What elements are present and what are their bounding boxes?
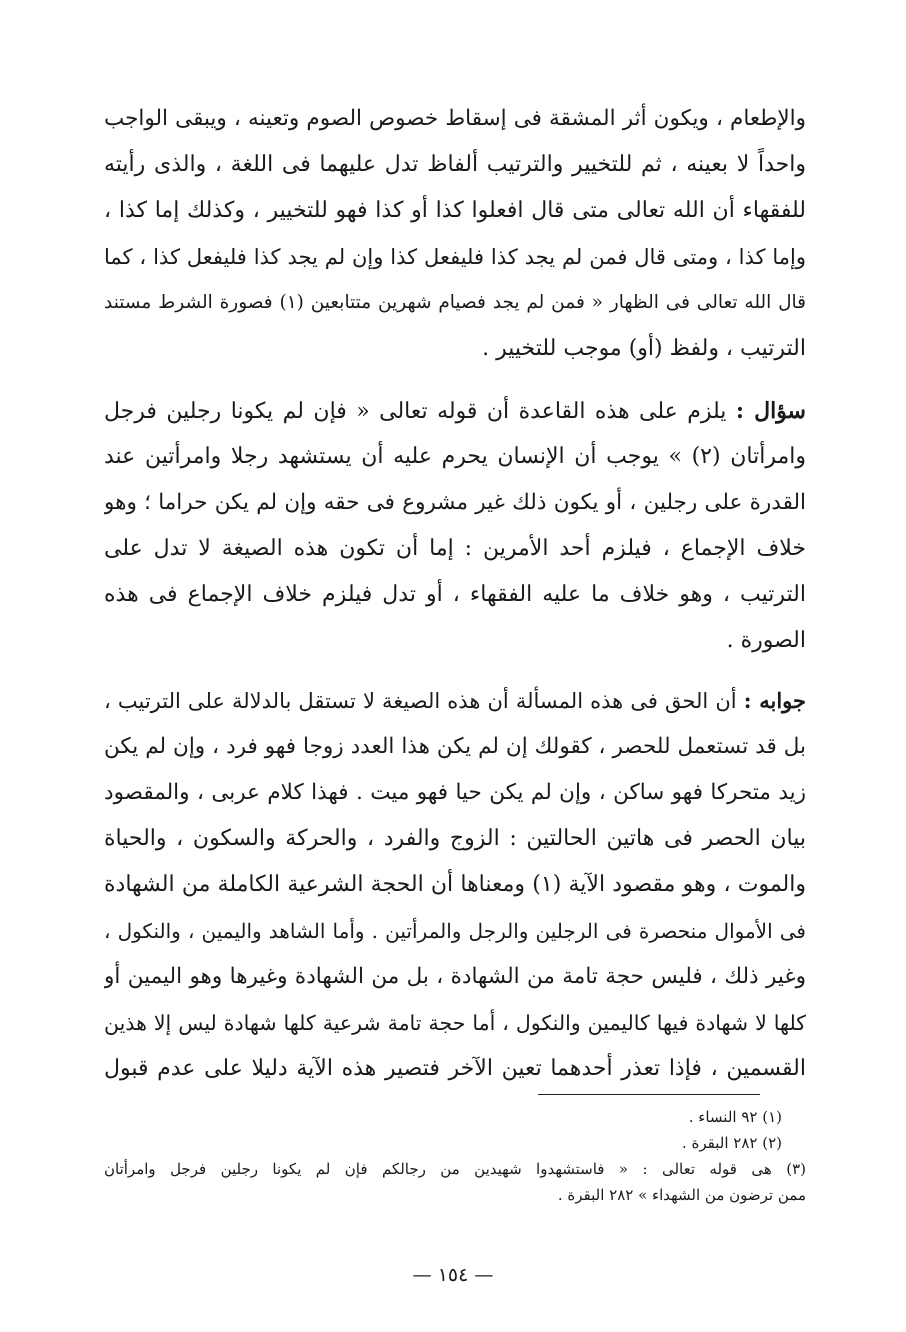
footnote-1: (١) ٩٢ النساء . (688, 1108, 782, 1126)
footnotes (104, 1104, 806, 1208)
text-line: فى الأموال منحصرة فى الرجلين والرجل والمرأتين . وأما الشاهد واليمين ، والنكول ، (104, 919, 806, 943)
text-line: والإطعام ، ويكون أثر المشقة فى إسقاط خصوص الصوم وتعينه ، ويبقى الواجب (104, 106, 806, 131)
text-line: الترتيب ، وهو خلاف ما عليه الفقهاء ، أو تدل فيلزم خلاف الإجماع فى هذه (104, 582, 806, 607)
text-line-body: يلزم على هذه القاعدة أن قوله تعالى « فإن لم يكونا رجلين فرجل (104, 399, 727, 424)
text-line (104, 388, 806, 434)
text-line: واحداً لا بعينه ، ثم للتخيير والترتيب ألفاظ تدل عليهما فى اللغة ، والذى رأيته (104, 152, 806, 177)
text-line: وامرأتان (٢) » يوجب أن الإنسان يحرم عليه أن يستشهد رجلا وامرأتين عند (104, 444, 806, 469)
footnote-divider (538, 1094, 760, 1095)
answer-heading: جوابه : (743, 688, 806, 713)
text-line: الترتيب ، ولفظ (أو) موجب للتخيير . (482, 336, 806, 361)
text-line: القدرة على رجلين ، أو يكون ذلك غير مشروع فى حقه وإن لم يكن حراما ؛ وهو (104, 490, 806, 515)
text-line: للفقهاء أن الله تعالى متى قال افعلوا كذا أو كذا فهو للتخيير ، وكذلك إما كذا ، (104, 198, 806, 223)
text-line: والموت ، وهو مقصود الآية (١) ومعناها أن الحجة الشرعية الكاملة من الشهادة (104, 872, 806, 897)
text-line: كلها لا شهادة فيها كاليمين والنكول ، أما حجة تامة شرعية كلها شهادة ليس إلا هذين (104, 1011, 806, 1035)
text-line: وغير ذلك ، فليس حجة تامة من الشهادة ، بل من الشهادة وغيرها وهو اليمين أو (104, 964, 806, 989)
paragraph-answer (104, 678, 806, 1092)
text-line: القسمين ، فإذا تعذر أحدهما تعين الآخر فتصير هذه الآية دليلا على عدم قبول (104, 1056, 806, 1081)
text-line-body: أن الحق فى هذه المسألة أن هذه الصيغة لا تستقل بالدلالة على الترتيب ، (104, 689, 737, 713)
footnote-3: (٣) هى قوله تعالى : « فاستشهدوا شهيدين من رجالكم فإن لم يكونا رجلين فرجل وامرأتان (104, 1160, 806, 1178)
paragraph-1 (104, 96, 806, 372)
text-line: بيان الحصر فى هاتين الحالتين : الزوج والفرد ، والحركة والسكون ، والحياة (104, 826, 806, 851)
text-line (104, 678, 806, 724)
text-line: خلاف الإجماع ، فيلزم أحد الأمرين : إما أن تكون هذه الصيغة لا تدل على (104, 536, 806, 561)
text-line: وإما كذا ، ومتى قال فمن لم يجد كذا فليفعل كذا وإن لم يجد كذا فليفعل كذا ، كما (104, 245, 806, 269)
paragraph-question (104, 388, 806, 664)
text-line: قال الله تعالى فى الظهار « فمن لم يجد فصيام شهرين متتابعين (١) فصورة الشرط مستند (104, 292, 806, 313)
text-line: الصورة . (726, 628, 806, 653)
question-heading: سؤال : (735, 398, 806, 424)
text-line: بل قد تستعمل للحصر ، كقولك إن لم يكن هذا العدد زوجا فهو فرد ، وإن لم يكن (104, 734, 806, 759)
text-line: زيد متحركا فهو ساكن ، وإن لم يكن حيا فهو ميت . فهذا كلام عربى ، والمقصود (104, 780, 806, 805)
footnote-2: (٢) ٢٨٢ البقرة . (681, 1134, 782, 1152)
page-number: — ١٥٤ — (412, 1264, 494, 1286)
footnote-3-continued: ممن ترضون من الشهداء » ٢٨٢ البقرة . (557, 1186, 806, 1204)
